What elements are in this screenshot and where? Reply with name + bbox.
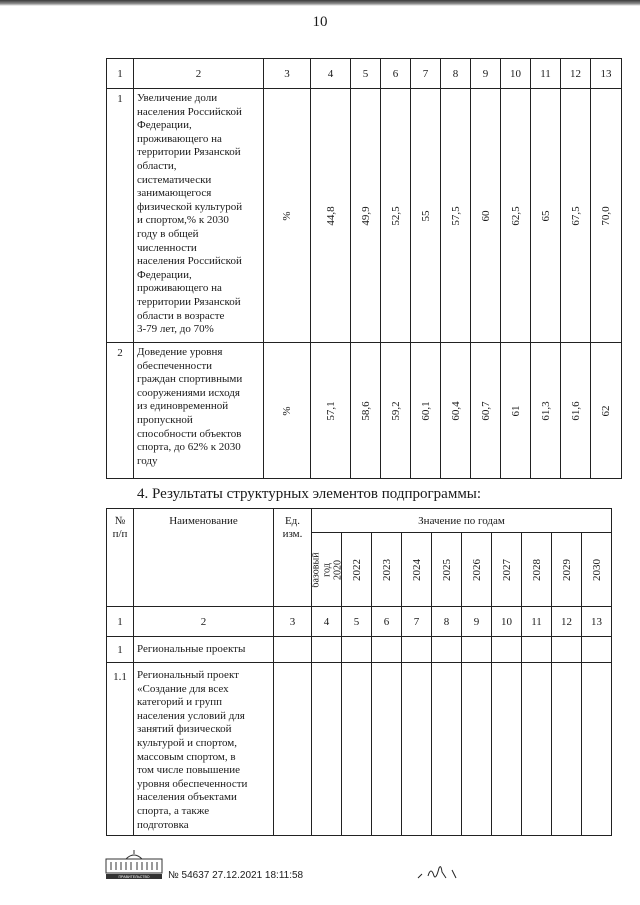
- indicator-name-line: и спортом,% к 2030: [137, 214, 229, 227]
- header-cell: 2: [134, 607, 274, 637]
- value-cell: [561, 89, 591, 343]
- value-cell: [381, 343, 411, 479]
- year-cell: [522, 533, 552, 607]
- value-cell: [381, 89, 411, 343]
- year-label: 2030: [590, 558, 603, 581]
- header-cell: 4: [312, 607, 342, 637]
- value: 61,6: [569, 400, 582, 421]
- value: 61,3: [539, 400, 552, 421]
- signature-icon: [412, 860, 472, 882]
- header-cell: 10: [501, 59, 531, 89]
- scan-edge: [0, 0, 640, 6]
- header-cell: 8: [432, 607, 462, 637]
- result-name-line: уровня обеспеченности: [137, 777, 248, 790]
- indicator-name-line: области,: [137, 159, 177, 172]
- year-label: 2029: [560, 558, 573, 581]
- results-number-row: [107, 607, 612, 637]
- indicator-name-line: Доведение уровня: [137, 346, 223, 358]
- unit-value: %: [281, 405, 293, 416]
- header-cell: 5: [351, 59, 381, 89]
- year-cell: [372, 533, 402, 607]
- empty-cell: [432, 637, 462, 663]
- value: 60: [479, 210, 492, 221]
- result-name: [134, 637, 274, 663]
- year-label: 2024: [410, 558, 423, 581]
- indicator-name-line: проживающего на: [137, 282, 222, 295]
- target-row: [107, 343, 622, 479]
- empty-cell: [342, 663, 372, 836]
- empty-cell: [274, 637, 312, 663]
- value-cell: [591, 89, 622, 343]
- indicator-name-line: году в общей: [137, 227, 199, 240]
- value: 49,9: [359, 205, 372, 226]
- result-name-line: категорий и групп: [137, 696, 223, 709]
- value: 59,2: [389, 400, 402, 421]
- value-cell: [501, 89, 531, 343]
- indicator-name-line: физической культурой: [137, 200, 243, 213]
- empty-cell: [462, 663, 492, 836]
- year-cell: [462, 533, 492, 607]
- value-cell: [411, 89, 441, 343]
- indicator-name-line: области в возрасте: [137, 309, 225, 322]
- empty-cell: [432, 663, 462, 836]
- header-cell: 1: [107, 59, 134, 89]
- unit-cell: [264, 89, 311, 343]
- value-cell: [471, 89, 501, 343]
- indicator-name-line: способности объектов: [137, 427, 242, 440]
- year-label: 2025: [440, 558, 453, 581]
- unit-value: %: [281, 210, 293, 221]
- empty-cell: [492, 637, 522, 663]
- year-label: 2022: [350, 558, 363, 581]
- indicator-name-line: проживающего на: [137, 132, 222, 145]
- header-cell: 8: [441, 59, 471, 89]
- year-cell: [402, 533, 432, 607]
- empty-cell: [462, 637, 492, 663]
- value: 61: [509, 405, 522, 416]
- empty-cell: [492, 663, 522, 836]
- result-name: [134, 663, 274, 836]
- indicator-name-line: населения Российской: [137, 105, 242, 118]
- indicator-name-line: 3-79 лет, до 70%: [137, 323, 214, 336]
- value: 55: [419, 210, 432, 221]
- indicator-name-line: населения Российской: [137, 255, 242, 268]
- value-cell: [441, 343, 471, 479]
- government-logo-icon: [104, 850, 164, 880]
- indicator-name-line: Федерации,: [137, 119, 192, 132]
- row-number: 1: [107, 637, 134, 663]
- value-cell: [351, 343, 381, 479]
- value-cell: [411, 343, 441, 479]
- value-cell: [311, 343, 351, 479]
- header-cell: 2: [134, 59, 264, 89]
- results-table: [106, 508, 612, 836]
- col-unit-header: Ед. изм.: [274, 509, 312, 607]
- result-name-line: спорта, а также: [137, 804, 210, 817]
- empty-cell: [312, 663, 342, 836]
- value-cell: [441, 89, 471, 343]
- empty-cell: [402, 663, 432, 836]
- result-name-line: массовым спортом, в: [137, 750, 236, 763]
- value-cell: [351, 89, 381, 343]
- value: 60,7: [479, 400, 492, 421]
- empty-cell: [522, 637, 552, 663]
- empty-cell: [274, 663, 312, 836]
- row-number: 1: [107, 89, 134, 343]
- year-label: 2026: [470, 558, 483, 581]
- row-number: 1.1: [107, 663, 134, 836]
- result-name-line: «Создание для всех: [137, 682, 229, 695]
- target-row: [107, 89, 622, 343]
- value-cell: [561, 343, 591, 479]
- header-cell: 13: [582, 607, 612, 637]
- value-cell: [311, 89, 351, 343]
- header-cell: 5: [342, 607, 372, 637]
- col-number-header: № п/п: [107, 509, 134, 607]
- value: 62,5: [509, 205, 522, 226]
- year-cell: [552, 533, 582, 607]
- indicator-name-line: занимающегося: [137, 187, 212, 200]
- indicator-name-line: систематически: [137, 173, 212, 186]
- page-number: 10: [312, 14, 328, 30]
- empty-cell: [372, 663, 402, 836]
- results-header-row: [107, 509, 612, 533]
- base-year-cell: [312, 533, 342, 607]
- header-cell: 11: [522, 607, 552, 637]
- value: 58,6: [359, 400, 372, 421]
- empty-cell: [552, 663, 582, 836]
- indicator-name-line: сооружениями исходя: [137, 386, 240, 399]
- row-number: 2: [107, 343, 134, 479]
- result-name-line: Региональный проект: [137, 669, 239, 681]
- value-cell: [531, 343, 561, 479]
- value: 67,5: [569, 205, 582, 226]
- year-cell: [582, 533, 612, 607]
- header-cell: 12: [552, 607, 582, 637]
- targets-header-row: [107, 59, 622, 89]
- empty-cell: [372, 637, 402, 663]
- result-row: [107, 663, 612, 836]
- indicator-name-line: из единовременной: [137, 400, 229, 413]
- col-years-group-header: Значение по годам: [312, 509, 612, 533]
- header-cell: 11: [531, 59, 561, 89]
- indicator-name-line: Федерации,: [137, 268, 192, 281]
- header-cell: 12: [561, 59, 591, 89]
- value: 70,0: [600, 205, 612, 226]
- value: 44,8: [324, 205, 337, 226]
- year-cell: [432, 533, 462, 607]
- header-cell: 7: [411, 59, 441, 89]
- result-name-line: подготовка: [137, 818, 189, 831]
- header-cell: 3: [264, 59, 311, 89]
- value: 57,5: [449, 205, 462, 226]
- value-cell: [471, 343, 501, 479]
- col-name-header: Наименование: [134, 509, 274, 607]
- targets-table: [106, 58, 622, 479]
- year-cell: [342, 533, 372, 607]
- value: 60,1: [419, 400, 432, 421]
- unit-cell: [264, 343, 311, 479]
- value: 52,5: [389, 205, 402, 226]
- result-name-line: Региональные проекты: [137, 642, 246, 655]
- indicator-name-line: обеспеченности: [137, 359, 213, 372]
- indicator-name: [134, 343, 264, 479]
- year-cell: [492, 533, 522, 607]
- year-label: 2023: [380, 558, 393, 581]
- header-cell: 6: [381, 59, 411, 89]
- empty-cell: [522, 663, 552, 836]
- header-cell: 3: [274, 607, 312, 637]
- empty-cell: [552, 637, 582, 663]
- result-name-line: том числе повышение: [137, 764, 241, 777]
- indicator-name-line: пропускной: [137, 413, 193, 426]
- year-label: 2027: [500, 558, 513, 581]
- indicator-name-line: территории Рязанской: [137, 146, 241, 159]
- empty-cell: [402, 637, 432, 663]
- header-cell: 4: [311, 59, 351, 89]
- value-cell: [591, 343, 622, 479]
- indicator-name-line: численности: [137, 241, 197, 254]
- indicator-name-line: спорта, до 62% к 2030: [137, 441, 241, 454]
- year-label: 2028: [530, 558, 543, 581]
- header-cell: 7: [402, 607, 432, 637]
- result-name-line: культурой и спортом,: [137, 736, 238, 749]
- base-year-label: базовый год 2020: [310, 551, 343, 588]
- value: 62: [600, 405, 612, 416]
- header-cell: 9: [462, 607, 492, 637]
- section-title: 4. Результаты структурных элементов подпрограммы:: [137, 486, 482, 502]
- empty-cell: [342, 637, 372, 663]
- empty-cell: [582, 637, 612, 663]
- indicator-name-line: Увеличение доли: [137, 92, 218, 104]
- result-name-line: населения объектами: [137, 791, 237, 804]
- empty-cell: [582, 663, 612, 836]
- result-name-line: занятий физической: [137, 723, 232, 736]
- header-cell: 13: [591, 59, 622, 89]
- logo-text: ПРАВИТЕЛЬСТВО: [118, 875, 150, 880]
- result-row: [107, 637, 612, 663]
- result-name-line: населения условий для: [137, 709, 245, 722]
- header-cell: 9: [471, 59, 501, 89]
- value-cell: [531, 89, 561, 343]
- indicator-name: [134, 89, 264, 343]
- indicator-name-line: году: [137, 454, 158, 467]
- registration-stamp: № 54637 27.12.2021 18:11:58: [168, 870, 304, 881]
- empty-cell: [312, 637, 342, 663]
- header-cell: 6: [372, 607, 402, 637]
- indicator-name-line: граждан спортивными: [137, 373, 243, 386]
- value: 65: [539, 210, 552, 221]
- indicator-name-line: территории Рязанской: [137, 295, 241, 308]
- header-cell: 10: [492, 607, 522, 637]
- header-cell: 1: [107, 607, 134, 637]
- value-cell: [501, 343, 531, 479]
- value: 60,4: [449, 400, 462, 421]
- value: 57,1: [324, 400, 337, 421]
